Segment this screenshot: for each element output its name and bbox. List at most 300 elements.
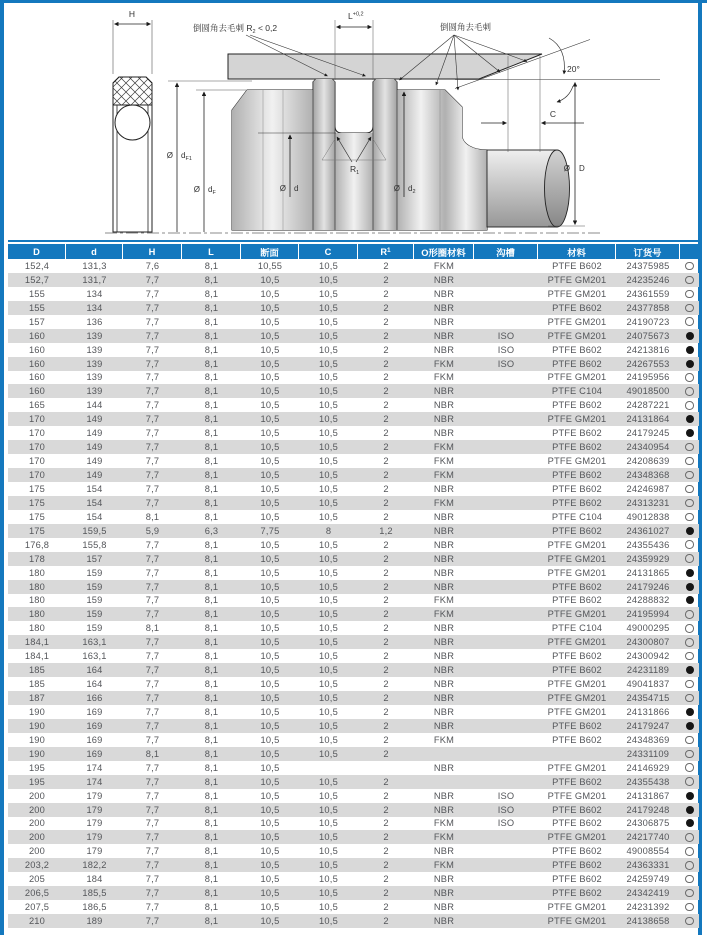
table-cell: 7,7 <box>145 442 160 453</box>
table-cell: 24213816 <box>626 344 670 355</box>
table-cell: FKM <box>433 260 455 271</box>
table-cell: 2 <box>383 693 389 704</box>
column-header: 断面 <box>241 244 299 259</box>
table-cell: PTFE GM201 <box>547 902 607 913</box>
table-cell: 7,7 <box>145 818 160 829</box>
table-cell: 2 <box>383 372 389 383</box>
table-cell: 10,5 <box>319 818 338 829</box>
table-cell: 2 <box>383 386 389 397</box>
table-row <box>8 566 699 580</box>
table-cell: 24195994 <box>626 609 670 620</box>
table-cell: 10,5 <box>319 706 338 717</box>
table-cell: 24131864 <box>626 414 670 425</box>
table-cell: 157 <box>28 316 46 327</box>
availability-cell <box>680 332 699 340</box>
table-cell: NBR <box>433 553 455 564</box>
table-cell: 2 <box>383 748 389 759</box>
table-cell: 24138658 <box>626 916 670 927</box>
table-row <box>8 733 699 747</box>
table-cell: 10,5 <box>319 567 338 578</box>
table-cell: 152,4 <box>24 260 50 271</box>
table-cell: 10,5 <box>319 386 338 397</box>
table-cell: NBR <box>433 581 455 592</box>
table-cell: PTFE GM201 <box>547 790 607 801</box>
table-cell: 169 <box>86 734 103 745</box>
table-row <box>8 482 699 496</box>
table-cell: 24361027 <box>626 525 670 536</box>
filled-dot-icon <box>686 722 694 730</box>
table-cell: 2 <box>383 344 389 355</box>
table-cell: 7,7 <box>145 832 160 843</box>
availability-cell <box>680 847 699 856</box>
table-cell: 2 <box>383 720 389 731</box>
table-cell: 8,1 <box>204 706 219 717</box>
table-cell: FKM <box>433 860 455 871</box>
table-cell: 10,5 <box>260 302 280 313</box>
table-cell: 8,1 <box>204 497 219 508</box>
table-row <box>8 259 699 273</box>
table-cell: PTFE GM201 <box>547 288 607 299</box>
table-cell: 10,5 <box>260 665 280 676</box>
table-cell: 205 <box>28 874 46 885</box>
availability-cell <box>680 554 699 563</box>
availability-cell <box>680 889 699 898</box>
table-cell: 7,7 <box>145 651 160 662</box>
table-cell: 185 <box>28 679 46 690</box>
open-dot-icon <box>685 875 694 884</box>
open-dot-icon <box>685 513 694 522</box>
table-cell: PTFE GM201 <box>547 553 607 564</box>
svg-text:Ø: Ø <box>166 151 173 160</box>
availability-cell <box>680 694 699 703</box>
table-cell: 24179247 <box>626 720 670 731</box>
table-cell: 7,7 <box>145 316 160 327</box>
table-cell: 8,1 <box>204 860 219 871</box>
table-cell: 8,1 <box>204 888 219 899</box>
table-cell: 10,5 <box>260 595 280 606</box>
table-cell: NBR <box>433 288 455 299</box>
table-cell: 7,7 <box>145 609 160 620</box>
table-cell: 49018500 <box>626 386 670 397</box>
table-cell: 10,5 <box>260 581 280 592</box>
table-cell: 24131866 <box>626 706 670 717</box>
table-cell: 10,5 <box>260 734 280 745</box>
availability-cell <box>680 471 699 480</box>
table-cell: 8,1 <box>204 651 219 662</box>
table-cell: 8,1 <box>145 511 160 522</box>
table-cell: PTFE GM201 <box>547 330 607 341</box>
table-cell: 7,7 <box>145 888 160 899</box>
table-cell: NBR <box>433 916 455 927</box>
table-cell: 10,5 <box>260 288 280 299</box>
open-dot-icon <box>685 861 694 870</box>
table-cell: NBR <box>433 567 455 578</box>
table-cell: 10,5 <box>260 832 280 843</box>
open-dot-icon <box>685 833 694 842</box>
table-cell: 24340954 <box>626 442 670 453</box>
table-cell: 8,1 <box>204 386 219 397</box>
table-cell: FKM <box>433 470 455 481</box>
table-cell: 24208639 <box>626 456 670 467</box>
table-cell: 24361559 <box>626 288 670 299</box>
table-row <box>8 886 699 900</box>
table-cell: 8,1 <box>204 623 219 634</box>
availability-cell <box>680 290 699 299</box>
open-dot-icon <box>685 847 694 856</box>
table-cell: PTFE B602 <box>552 804 602 815</box>
table-cell: PTFE B602 <box>552 860 602 871</box>
table-cell: 7,7 <box>145 693 160 704</box>
table-cell: 2 <box>383 665 389 676</box>
table-cell: PTFE GM201 <box>547 539 607 550</box>
table-cell: 7,7 <box>145 776 160 787</box>
table-cell: 195 <box>28 776 46 787</box>
table-row <box>8 496 699 510</box>
column-header: C <box>299 244 358 259</box>
table-cell: 2 <box>383 832 389 843</box>
table-cell: 2 <box>383 818 389 829</box>
table-cell: 8,1 <box>204 846 219 857</box>
availability-cell <box>680 666 699 674</box>
table-cell: 24231392 <box>626 902 670 913</box>
housing-bar <box>228 54 542 79</box>
filled-dot-icon <box>686 596 694 604</box>
table-cell: 139 <box>86 358 103 369</box>
table-cell: 10,5 <box>260 860 280 871</box>
table-cell: 160 <box>28 330 46 341</box>
table-cell: 180 <box>28 609 46 620</box>
table-cell: 10,5 <box>319 260 338 271</box>
table-cell: 2 <box>383 442 389 453</box>
table-cell: 7,7 <box>145 734 160 745</box>
table-cell: NBR <box>433 330 455 341</box>
table-cell: NBR <box>433 693 455 704</box>
table-cell: 6,3 <box>204 525 219 536</box>
table-cell: 175 <box>28 525 46 536</box>
table-cell: 2 <box>383 595 389 606</box>
table-cell: 10,5 <box>260 916 280 927</box>
table-cell: 8,1 <box>204 665 219 676</box>
table-cell: 154 <box>86 483 103 494</box>
table-cell: NBR <box>433 302 455 313</box>
table-cell: FKM <box>433 456 455 467</box>
table-cell: 149 <box>86 414 103 425</box>
table-cell: 8,1 <box>204 428 219 439</box>
angle-label: 20° <box>567 64 580 74</box>
table-cell: PTFE GM201 <box>547 916 607 927</box>
table-cell: 210 <box>28 916 46 927</box>
table-cell: 10,5 <box>319 637 338 648</box>
table-cell: 160 <box>28 372 46 383</box>
table-cell: 10,5 <box>319 693 338 704</box>
table-cell: 8,1 <box>204 358 219 369</box>
table-cell: 152,7 <box>24 274 50 285</box>
table-cell: PTFE B602 <box>552 734 602 745</box>
table-cell: 10,5 <box>319 595 338 606</box>
table-cell: 139 <box>86 386 103 397</box>
table-cell: 8,1 <box>204 748 219 759</box>
table-cell: 10,5 <box>319 832 338 843</box>
table-cell: 10,5 <box>260 553 280 564</box>
table-cell: 7,7 <box>145 344 160 355</box>
filled-dot-icon <box>686 806 694 814</box>
availability-cell <box>680 527 699 535</box>
table-cell: 200 <box>28 818 46 829</box>
table-cell: 7,75 <box>260 525 280 536</box>
table-cell: 178 <box>28 553 46 564</box>
table-cell: ISO <box>497 358 515 369</box>
table-cell: NBR <box>433 386 455 397</box>
table-cell: 2 <box>383 706 389 717</box>
table-cell: 10,5 <box>260 400 280 411</box>
column-header: 材料 <box>538 244 616 259</box>
table-cell: 180 <box>28 567 46 578</box>
table-cell: 8,1 <box>204 804 219 815</box>
table-cell: 8,1 <box>204 260 219 271</box>
table-row <box>8 468 699 482</box>
table-cell: NBR <box>433 539 455 550</box>
column-header: 订货号 <box>616 244 680 259</box>
table-cell: 2 <box>383 483 389 494</box>
table-cell: PTFE B602 <box>552 525 602 536</box>
availability-cell <box>680 513 699 522</box>
table-cell: 8,1 <box>204 344 219 355</box>
availability-cell <box>680 875 699 884</box>
table-cell: PTFE B602 <box>552 428 602 439</box>
table-cell: 10,5 <box>319 330 338 341</box>
table-cell: 10,5 <box>260 442 280 453</box>
table-cell: 2 <box>383 428 389 439</box>
table-cell: 8,1 <box>204 693 219 704</box>
table-row <box>8 775 699 789</box>
availability-cell <box>680 680 699 689</box>
table-cell: 175 <box>28 483 46 494</box>
table-cell: 170 <box>28 442 46 453</box>
table-row <box>8 914 699 928</box>
table-cell: 10,5 <box>260 748 280 759</box>
column-header: H <box>123 244 182 259</box>
open-dot-icon <box>685 401 694 410</box>
table-cell: PTFE B602 <box>552 302 602 313</box>
table-row <box>8 301 699 315</box>
table-cell: 10,5 <box>260 372 280 383</box>
table-cell: NBR <box>433 665 455 676</box>
open-dot-icon <box>685 554 694 563</box>
table-cell: PTFE GM201 <box>547 274 607 285</box>
table-cell: 2 <box>383 651 389 662</box>
table-cell: 7,7 <box>145 665 160 676</box>
table-cell: 139 <box>86 344 103 355</box>
table-cell: 7,7 <box>145 860 160 871</box>
table-cell: 1,2 <box>379 525 393 536</box>
filled-dot-icon <box>686 429 694 437</box>
technical-drawing <box>0 2 707 239</box>
table-cell: 2 <box>383 679 389 690</box>
table-cell: 2 <box>383 456 389 467</box>
table-cell: FKM <box>433 497 455 508</box>
table-cell: ISO <box>497 790 515 801</box>
svg-text:D: D <box>579 164 585 173</box>
table-cell: 190 <box>28 748 46 759</box>
table-cell: 24377858 <box>626 302 670 313</box>
table-row <box>8 287 699 301</box>
table-cell: 7,7 <box>145 456 160 467</box>
availability-cell <box>680 360 699 368</box>
table-cell: 203,2 <box>24 860 50 871</box>
table-cell: PTFE B602 <box>552 497 602 508</box>
table-cell: FKM <box>433 818 455 829</box>
table-cell: 7,7 <box>145 358 160 369</box>
table-cell: 159,5 <box>82 525 107 536</box>
table-row <box>8 817 699 831</box>
availability-cell <box>680 792 699 800</box>
table-cell: 139 <box>86 330 103 341</box>
table-cell: 10,5 <box>319 916 338 927</box>
table-cell: 10,5 <box>319 665 338 676</box>
table-cell: 8,1 <box>204 302 219 313</box>
availability-cell <box>680 833 699 842</box>
table-row <box>8 691 699 705</box>
table-cell: NBR <box>433 637 455 648</box>
table-cell: 144 <box>86 400 103 411</box>
table-cell: 10,55 <box>257 260 283 271</box>
table-cell: 24231189 <box>626 665 670 676</box>
column-header: L <box>182 244 241 259</box>
availability-cell <box>680 317 699 326</box>
table-cell: 7,7 <box>145 874 160 885</box>
table-cell: ISO <box>497 330 515 341</box>
dim-H-label: H <box>128 9 136 19</box>
table-cell: 2 <box>383 511 389 522</box>
table-cell: 2 <box>383 553 389 564</box>
table-cell: 10,5 <box>319 400 338 411</box>
table-cell: 8,1 <box>204 483 219 494</box>
open-dot-icon <box>685 903 694 912</box>
table-cell: 10,5 <box>319 274 338 285</box>
table-cell: 159 <box>86 595 103 606</box>
svg-text:倒圆角去毛刺: 倒圆角去毛刺 <box>440 22 492 32</box>
table-cell: 24306875 <box>626 818 670 829</box>
availability-cell <box>680 652 699 661</box>
table-row <box>8 440 699 454</box>
table-cell: 8,1 <box>204 539 219 550</box>
table-cell: 24342419 <box>626 888 670 899</box>
filled-dot-icon <box>686 819 694 827</box>
filled-dot-icon <box>686 569 694 577</box>
table-cell: 10,5 <box>319 344 338 355</box>
table-cell: 2 <box>383 902 389 913</box>
availability-cell <box>680 819 699 827</box>
table-cell: 10,5 <box>319 748 338 759</box>
table-cell: 10,5 <box>319 804 338 815</box>
availability-cell <box>680 861 699 870</box>
table-cell: 2 <box>383 734 389 745</box>
open-dot-icon <box>685 540 694 549</box>
table-cell: 10,5 <box>260 470 280 481</box>
filled-dot-icon <box>686 666 694 674</box>
dim-R1-label: $R_1$ <box>350 164 360 176</box>
open-dot-icon <box>685 290 694 299</box>
table-cell: 163,1 <box>82 651 107 662</box>
table-cell: 10,5 <box>319 553 338 564</box>
table-cell: 180 <box>28 595 46 606</box>
table-cell: PTFE C104 <box>551 386 603 397</box>
column-header: d <box>66 244 123 259</box>
svg-text:Ø: Ø <box>279 184 286 193</box>
table-row <box>8 858 699 872</box>
availability-cell <box>680 583 699 591</box>
table-cell: 169 <box>86 720 103 731</box>
table-cell: 155 <box>28 302 46 313</box>
table-cell: FKM <box>433 358 455 369</box>
table-cell: 179 <box>86 846 103 857</box>
open-dot-icon <box>685 624 694 633</box>
table-cell: 10,5 <box>260 679 280 690</box>
table-cell: PTFE GM201 <box>547 456 607 467</box>
table-cell: 7,7 <box>145 637 160 648</box>
table-cell: 7,7 <box>145 274 160 285</box>
table-cell: 7,7 <box>145 720 160 731</box>
table-cell: 10,5 <box>260 637 280 648</box>
availability-cell <box>680 638 699 647</box>
table-cell: 163,1 <box>82 637 107 648</box>
table-row <box>8 552 699 566</box>
table-cell: 174 <box>86 762 103 773</box>
availability-cell <box>680 499 699 508</box>
table-cell: 175 <box>28 511 46 522</box>
table-cell: 8,1 <box>204 916 219 927</box>
open-dot-icon <box>685 763 694 772</box>
table-cell: 2 <box>383 623 389 634</box>
table-cell: 2 <box>383 860 389 871</box>
table-cell: 7,7 <box>145 902 160 913</box>
table-cell: 10,5 <box>260 539 280 550</box>
table-cell: 10,5 <box>260 720 280 731</box>
table-cell: 164 <box>86 665 103 676</box>
open-dot-icon <box>685 471 694 480</box>
table-cell: 10,5 <box>260 428 280 439</box>
table-cell: 2 <box>383 302 389 313</box>
table-cell: 10,5 <box>319 679 338 690</box>
svg-text:Ø: Ø <box>193 185 200 194</box>
filled-dot-icon <box>686 415 694 423</box>
table-cell: 24195956 <box>626 372 670 383</box>
table-cell: 24375985 <box>626 260 670 271</box>
table-cell: 170 <box>28 456 46 467</box>
table-cell: PTFE B602 <box>552 720 602 731</box>
table-cell: 10,5 <box>260 456 280 467</box>
table-cell: 24300807 <box>626 637 670 648</box>
table-cell: 8,1 <box>204 595 219 606</box>
svg-text:Ø: Ø <box>563 164 570 173</box>
table-cell: 7,7 <box>145 400 160 411</box>
table-cell: NBR <box>433 706 455 717</box>
open-dot-icon <box>685 777 694 786</box>
table-cell: 24246987 <box>626 483 670 494</box>
table-cell: 7,7 <box>145 846 160 857</box>
table-cell: 10,5 <box>260 888 280 899</box>
availability-cell <box>680 387 699 396</box>
svg-text:dF: $d_F$ <box>208 185 216 196</box>
table-cell: 24217740 <box>626 832 670 843</box>
column-header: D <box>8 244 66 259</box>
table-cell: 10,5 <box>319 720 338 731</box>
availability-cell <box>680 610 699 619</box>
table-cell: 24355438 <box>626 776 670 787</box>
table-cell: PTFE C104 <box>551 511 603 522</box>
svg-text:Ø: Ø <box>393 184 400 193</box>
table-cell: PTFE B602 <box>552 358 602 369</box>
